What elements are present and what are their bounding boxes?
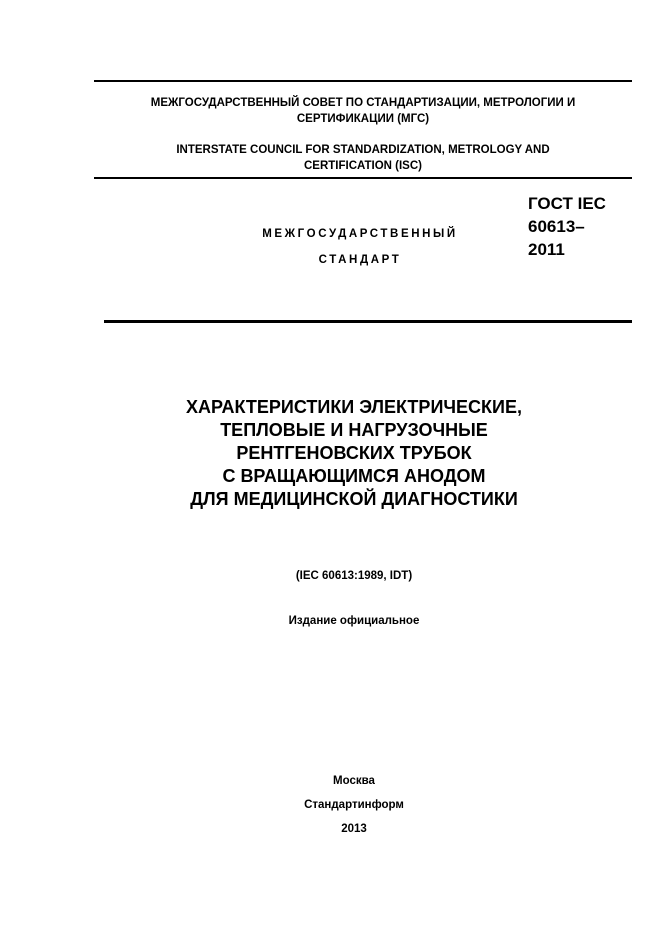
council-ru-line2: СЕРТИФИКАЦИИ (МГС) (296, 113, 430, 125)
iec-reference: (IEC 60613:1989, IDT) (295, 570, 413, 582)
imprint-year: 2013 (341, 823, 367, 835)
middle-divider (94, 177, 632, 179)
council-name-en (94, 142, 632, 174)
council-en-line1: INTERSTATE COUNCIL FOR STANDARDIZATION, METROLOGY AND (176, 144, 550, 156)
title-line: ДЛЯ МЕДИЦИНСКОЙ ДИАГНОСТИКИ (190, 489, 518, 509)
top-divider (94, 80, 632, 82)
title-line: РЕНТГЕНОВСКИХ ТРУБОК (236, 443, 472, 463)
standard-label-line2: СТАНДАРТ (318, 254, 402, 266)
title-line: ХАРАКТЕРИСТИКИ ЭЛЕКТРИЧЕСКИЕ, (186, 397, 522, 417)
title-line: С ВРАЩАЮЩИМСЯ АНОДОМ (222, 466, 486, 486)
standard-designation (528, 192, 638, 261)
designation-line2: 60613– (528, 217, 585, 236)
council-name-ru (94, 95, 632, 127)
document-title (94, 396, 614, 511)
standard-label-line1: МЕЖГОСУДАРСТВЕННЫЙ (262, 228, 458, 240)
edition-note: Издание официальное (288, 615, 420, 627)
imprint-publisher: Стандартинформ (304, 799, 404, 811)
council-en-line2: CERTIFICATION (ISC) (304, 160, 422, 172)
imprint-city: Москва (333, 775, 375, 787)
bottom-divider (104, 320, 632, 323)
designation-line3: 2011 (528, 240, 565, 259)
designation-line1: ГОСТ IEC (528, 194, 606, 213)
council-ru-line1: МЕЖГОСУДАРСТВЕННЫЙ СОВЕТ ПО СТАНДАРТИЗАЦИИ, МЕТРОЛОГИИ И (150, 97, 576, 109)
title-line: ТЕПЛОВЫЕ И НАГРУЗОЧНЫЕ (220, 420, 488, 440)
